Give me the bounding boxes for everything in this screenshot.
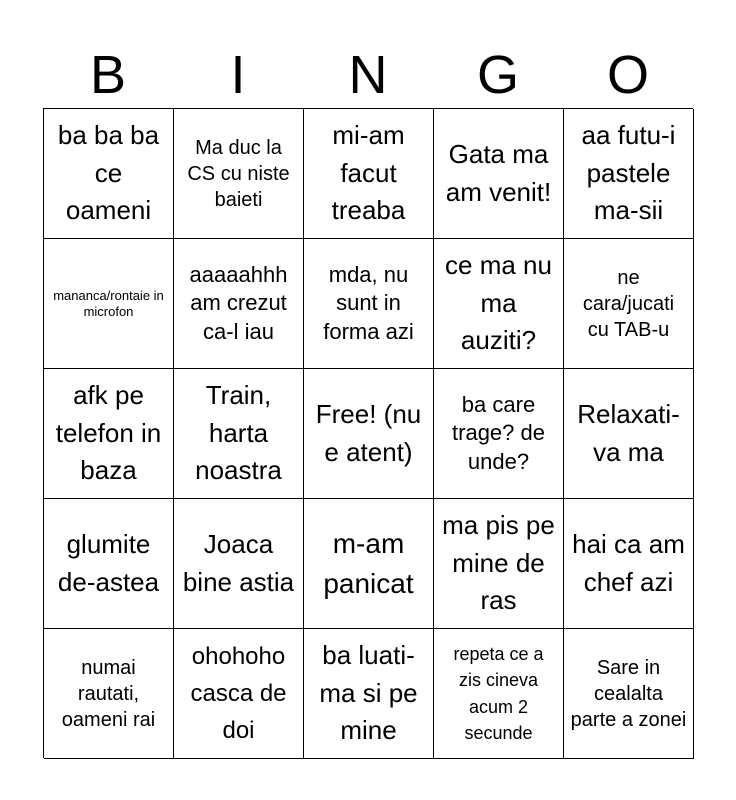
- bingo-cell[interactable]: [434, 499, 564, 629]
- bingo-cell[interactable]: [304, 109, 434, 239]
- bingo-header: [43, 40, 693, 110]
- header-letter-g: G: [476, 45, 519, 105]
- bingo-grid: [43, 108, 693, 758]
- cell-text: ohohoho casca de doi: [190, 642, 287, 745]
- bingo-cell[interactable]: [434, 109, 564, 239]
- bingo-cell[interactable]: [44, 109, 174, 239]
- bingo-cell[interactable]: [44, 369, 174, 499]
- cell-text: mda, nu sunt in forma azi: [323, 261, 414, 344]
- cell-text: Ma duc la CS cu niste baieti: [187, 136, 290, 211]
- header-letter-n: N: [348, 45, 388, 105]
- bingo-cell[interactable]: [564, 369, 694, 499]
- bingo-cell[interactable]: [564, 629, 694, 759]
- bingo-cell[interactable]: [44, 239, 174, 369]
- bingo-cell[interactable]: [304, 629, 434, 759]
- bingo-cell[interactable]: [304, 499, 434, 629]
- bingo-cell[interactable]: [564, 239, 694, 369]
- bingo-cell[interactable]: [304, 239, 434, 369]
- header-letter-b: B: [89, 45, 127, 105]
- cell-text: Relaxati-va ma: [577, 398, 680, 467]
- cell-text: ne cara/jucati cu TAB-u: [582, 266, 675, 341]
- cell-text: glumite de-astea: [57, 528, 160, 597]
- cell-text: Sare in cealalta parte a zonei: [570, 656, 687, 731]
- cell-text: aaaaahhh am crezut ca-l iau: [189, 261, 288, 344]
- bingo-cell[interactable]: [174, 109, 304, 239]
- cell-text: afk pe telefon in baza: [55, 379, 162, 486]
- cell-text: Joaca bine astia: [182, 528, 295, 597]
- cell-text: Gata ma am venit!: [445, 138, 552, 207]
- cell-text: Train, harta noastra: [195, 379, 282, 486]
- bingo-cell[interactable]: [174, 239, 304, 369]
- bingo-cell[interactable]: [174, 499, 304, 629]
- cell-text: ce ma nu ma auziti?: [445, 249, 552, 356]
- bingo-cell[interactable]: [434, 239, 564, 369]
- bingo-cell[interactable]: [44, 499, 174, 629]
- bingo-cell[interactable]: [44, 629, 174, 759]
- cell-text: m-am panicat: [323, 528, 414, 599]
- header-letter-i: I: [230, 45, 246, 105]
- bingo-cell[interactable]: [304, 369, 434, 499]
- bingo-cell[interactable]: [564, 109, 694, 239]
- cell-text: ba care trage? de unde?: [452, 391, 545, 474]
- cell-text: mi-am facut treaba: [331, 119, 406, 226]
- cell-text: ba luati-ma si pe mine: [319, 639, 418, 746]
- bingo-cell[interactable]: [434, 629, 564, 759]
- cell-text: ma pis pe mine de ras: [442, 509, 555, 616]
- bingo-cell[interactable]: [174, 629, 304, 759]
- cell-text: repeta ce a zis cineva acum 2 secunde: [453, 644, 544, 743]
- header-letter-o: O: [606, 45, 649, 105]
- bingo-cell[interactable]: [434, 369, 564, 499]
- cell-text: mananca/rontaie in microfon: [53, 287, 164, 319]
- cell-text: numai rautati, oameni rai: [61, 656, 156, 731]
- cell-text: ba ba ba ce oameni: [57, 119, 160, 226]
- cell-text: aa futu-i pastele ma-sii: [581, 119, 676, 226]
- bingo-cell[interactable]: [174, 369, 304, 499]
- bingo-cell[interactable]: [564, 499, 694, 629]
- cell-text: hai ca am chef azi: [572, 528, 685, 597]
- cell-text: Free! (nu e atent): [315, 398, 422, 467]
